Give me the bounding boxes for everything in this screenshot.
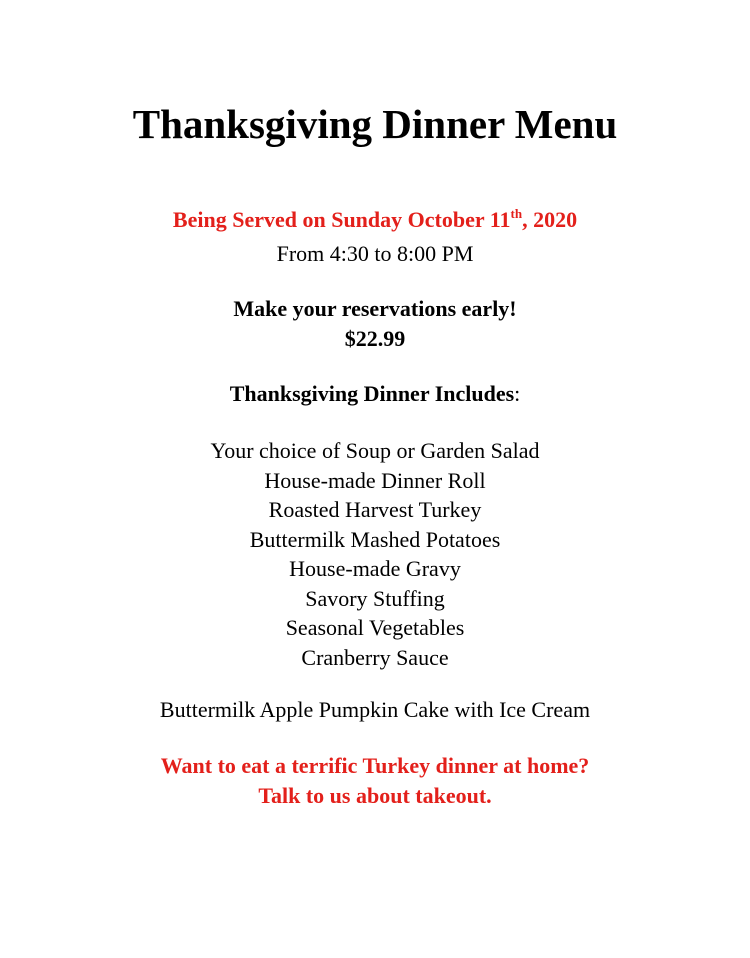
menu-item: Your choice of Soup or Garden Salad [210, 438, 540, 463]
served-date-prefix: Being Served on Sunday October 11 [172, 207, 511, 232]
dessert-item: Buttermilk Apple Pumpkin Cake with Ice Cream [159, 697, 591, 722]
menu-items-list [0, 436, 750, 672]
menu-item: Cranberry Sauce [301, 644, 449, 670]
menu-item: House-made Dinner Roll [264, 467, 486, 493]
menu-item: Savory Stuffing [305, 585, 445, 611]
includes-label: Thanksgiving Dinner Includes [229, 381, 515, 406]
menu-item: Roasted Harvest Turkey [268, 497, 482, 522]
reservation-note: Make your reservations early! [233, 296, 517, 321]
takeout-promo-question: Want to eat a terrific Turkey dinner at home? [160, 753, 590, 778]
served-date [0, 206, 750, 232]
served-date-suffix: , 2020 [522, 207, 578, 232]
takeout-promo-cta: Talk to us about takeout. [258, 783, 492, 808]
menu-item: House-made Gravy [289, 556, 461, 581]
served-date-ordinal: th [510, 206, 523, 221]
page-title: Thanksgiving Dinner Menu [132, 101, 618, 147]
serving-hours: From 4:30 to 8:00 PM [276, 241, 474, 266]
menu-item: Buttermilk Mashed Potatoes [249, 526, 501, 552]
menu-item: Seasonal Vegetables [285, 615, 465, 640]
price: $22.99 [344, 326, 406, 351]
includes-colon: : [514, 381, 521, 406]
includes-heading [0, 383, 750, 405]
